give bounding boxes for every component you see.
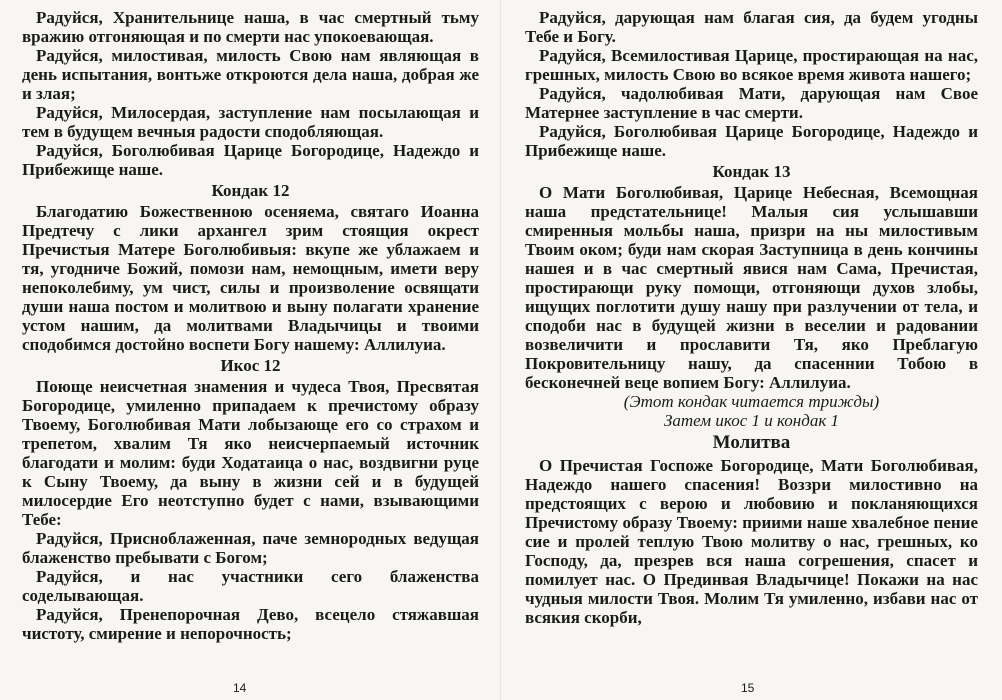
akathist-verse: Радуйся, Хранительнице наша, в час смертный тьму вражию отгоняющая и по смерти нас упокоевающая. <box>22 8 479 46</box>
page-number: 15 <box>741 681 755 695</box>
akathist-verse: Радуйся, Пренепорочная Дево, всецело стяжавшая чистоту, смирение и непорочность; <box>22 605 479 643</box>
prayer-text: О Пречистая Госпоже Богородице, Мати Боголюбивая, Надеждо нашего спасения! Воззри милостивно на предстоящих с верою и любовию и покланяющихся Пречистому образу Твоему: приими наше хвалебное пение сие и пролей теплую Твою молитву о нас, грешных, ко Господу, да, презрев вся наша согрешения, спасет и помилует нас. О Прединвая Владычице! Покажи на нас чудныя милости Твоя. Молим Тя умиленно, избави нас от всякия скорби, <box>525 456 978 627</box>
ikos-heading: Икос 12 <box>220 356 281 375</box>
kondak-text: О Мати Боголюбивая, Царице Небесная, Всемощная наша предстательнице! Малыя сия услышавши смиренныя мольбы наша, призри на ны милостивым Твоим оком; буди нам скорая Заступница в день кончины нашея и в час смертный явися нам Сама, Пречистая, простирающи руку помощи, отгоняющи духов злобы, ищущих поглотити душу нашу при разлучении от тела, и сподоби нас в будущей жизни в веселии и радовании возвеличити и прославити Тя, яко Преблагую Покровительницу нашу, да спасеннии Тобою в бесконечней веце вопием Богу: Аллилуиа. <box>525 183 978 392</box>
page-number: 14 <box>233 681 247 695</box>
akathist-verse: Радуйся, Милосердая, заступление нам посылающая и тем в будущем вечныя радости сподобляющая. <box>22 103 479 141</box>
right-page <box>501 0 1002 700</box>
akathist-verse: Радуйся, дарующая нам благая сия, да будем угодны Тебе и Богу. <box>525 8 978 46</box>
akathist-verse: Радуйся, милостивая, милость Свою нам являющая в день испытания, вонтьже откроются дела наша, добрая же и злая; <box>22 46 479 103</box>
ikos-text: Поюще неисчетная знамения и чудеса Твоя, Пресвятая Богородице, умиленно припадаем к пречистому образу Твоему, Боголюбивая Мати лобызающе его со страхом и трепетом, хвалим Тя яко неисчерпаемый источник благодати и молим: буди Ходатаица о нас, воздвигни руце к Сыну Твоему, да выну в жизни сей и в будущей милосердие Его неотступно будет с нами, взывающими Тебе: <box>22 377 479 529</box>
akathist-verse: Радуйся, Боголюбивая Царице Богородице, Надеждо и Прибежище наше. <box>22 141 479 179</box>
akathist-verse: Радуйся, Присноблаженная, паче земнородных ведущая блаженство пребывати с Богом; <box>22 529 479 567</box>
akathist-verse: Радуйся, Боголюбивая Царице Богородице, Надеждо и Прибежище наше. <box>525 122 978 160</box>
akathist-verse: Радуйся, и нас участники сего блаженства соделывающая. <box>22 567 479 605</box>
prayer-title: Молитва <box>712 432 791 453</box>
akathist-verse: Радуйся, чадолюбивая Мати, дарующая нам Свое Матернее заступление в час смерти. <box>525 84 978 122</box>
repeat-note: (Этот кондак читается трижды) <box>623 392 880 411</box>
kondak-text: Благодатию Божественною осеняема, святаго Иоанна Предтечу с лики архангел зрим стоящия окрест Пречистыя Матере Боголюбивыя: вкупе же ублажаем и тя, угодниче Божий, помози нам, немощным, имети веру непоколебиму, ум чист, силы и произволение освящати души наша постом и молитвою и выну полагати хранение устом нашим, да молитвами Владычицы и твоими сподобимся достойно воспети Богу нашему: Аллилуиа. <box>22 202 479 354</box>
kondak-heading: Кондак 12 <box>211 181 290 200</box>
kondak-heading: Кондак 13 <box>712 162 791 181</box>
akathist-verse: Радуйся, Всемилостивая Царице, простирающая на нас, грешных, милость Свою во всякое время живота нашего; <box>525 46 978 84</box>
order-note: Затем икос 1 и кондак 1 <box>663 411 840 430</box>
